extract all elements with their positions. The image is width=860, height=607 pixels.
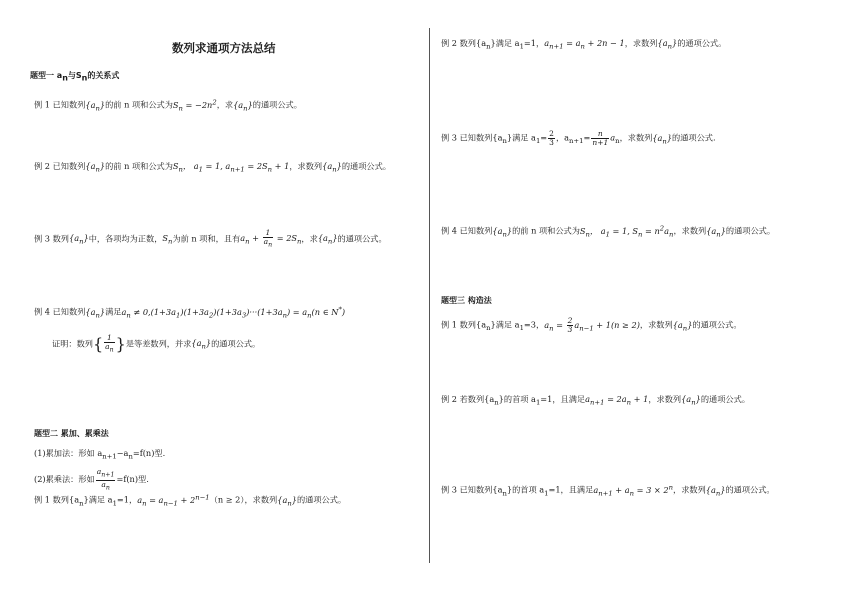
example-text: 的通项公式。: [252, 99, 302, 110]
example-label: 例 2: [34, 161, 50, 171]
sequence-symbol: $\{a_n\}$: [705, 484, 726, 498]
example-label: 例 3: [34, 233, 50, 244]
example-text: 的前 n 项和公式为: [105, 99, 173, 110]
formula: $S_n$， $a_1 = 1$, $S_n = n^2a_n$: [579, 224, 674, 239]
formula: $a_n$ = $\frac{2}{3}$ $a_{n-1} + 1(n \ge 2)$: [544, 316, 640, 334]
formula: $a_{n+1} + a_n = 3 \times 2^n$: [593, 483, 673, 498]
example-text: 的通项公式。: [341, 161, 391, 171]
example-text: 已知数列: [52, 99, 86, 110]
example-text: 若数列{a: [459, 394, 495, 404]
fraction: $\frac{a_{n+1}}{a_n}$: [96, 467, 115, 491]
right-example-4: 例 4 已知数列$\{a_n\}$的前 n 项和公式为$S_n$， $a_1 = 1$, $S_n = n^2a_n$，求数列$\{a_n\}$的通项公式。: [441, 224, 776, 239]
fraction: $\frac{1}{a_n}$: [105, 333, 114, 354]
formula: $S_n = -2n^2$: [172, 98, 217, 113]
example-4-proof: [52, 334, 260, 355]
formula: $S_n$: [172, 161, 183, 174]
heading-sub: n: [81, 73, 88, 83]
fraction: $\frac{2}{3}$: [549, 129, 554, 147]
example-text: ，求: [216, 99, 234, 110]
heading-text: 题型一 a: [30, 71, 63, 80]
example-3: [34, 229, 387, 250]
sequence-symbol: $\{a_n\}$: [706, 225, 726, 239]
right-example-2-construct: 例 2 若数列$\{a_n\}$的首项 $a_1=1$，且满足$a_{n+1} = 2a_n + 1$，求数列$\{a_n\}$的通项公式。: [441, 394, 750, 407]
example-text: 的通项公式。: [211, 338, 261, 349]
formula: $a_{n+1} = a_n + 2n - 1$: [544, 38, 625, 51]
sequence-symbol: $\{a_n\}$: [492, 225, 513, 239]
example-text: ，求: [301, 233, 318, 244]
example-text: 已知数列: [459, 225, 493, 236]
example-label: 例 1: [34, 494, 50, 505]
heading-text: 的关系式: [87, 71, 120, 80]
formula: ， $a_1 = 1$, $a_{n+1} = 2S_n + 1$: [182, 161, 290, 174]
example-text: 数列{a: [459, 319, 487, 330]
example-label: 例 3: [441, 132, 457, 143]
example-text: 已知数列: [52, 161, 86, 171]
example-text: 数列{a: [52, 494, 80, 505]
method-2: (2)累乘法：形如 $\frac{a_{n+1}}{a_n}$ =f(n)型.: [34, 467, 149, 491]
sequence-symbol: $\{a_n\}$: [322, 161, 342, 174]
section-heading-3: 题型三 构造法: [441, 296, 492, 305]
sequence-symbol: $\{a_n\}$: [191, 338, 212, 351]
example-text: 已知数列{a: [459, 132, 503, 143]
right-example-1-construct: 例 1 数列$\{a_n\}$满足 $a_1=3$，$a_n$ = $\frac{2}{3}$ $a_{n-1} + 1(n \ge 2)$，求数列$\{a_n\}$的通项公式。: [441, 316, 742, 334]
example-label: 例 1: [34, 99, 50, 110]
example-text: ，求数列: [289, 161, 323, 171]
brace-left: {: [92, 334, 104, 354]
example-label: 例 2: [441, 394, 457, 404]
example-label: 例 2: [441, 38, 457, 48]
sequence-symbol: $\{a_n\}$: [277, 494, 297, 508]
section-heading-1: [30, 70, 119, 83]
page-title: 数列求通项方法总结: [172, 41, 276, 55]
example-text: 数列{a: [459, 38, 487, 48]
example-4: [34, 303, 345, 321]
example-text: 已知数列{a: [459, 484, 503, 495]
formula: $a_{n+1} = 2a_n + 1$: [585, 394, 649, 407]
example-text: 满足: [105, 306, 122, 317]
example-label: 例 4: [34, 306, 50, 317]
sequence-symbol: $\{a_n\}$: [317, 233, 338, 246]
sequence-symbol: $\{a_n\}$: [85, 306, 106, 320]
example-5: 例 1 数列$\{a_n\}$满足 $a_1=1$，$a_n = a_{n-1} + 2^{n-1}(n \ge 2)$，求数列$\{a_n\}$的通项公式。: [34, 493, 347, 508]
right-example-3: 例 3 已知数列$\{a_n\}$满足 $a_1=$ $\frac{2}{3}$ ，$a_{n+1}=$ $\frac{n}{n+1}$ $a_n$，求数列$\{a_n\}$的通项公式.: [441, 129, 716, 147]
formula: $a_n = a_{n-1} + 2^{n-1}$: [137, 493, 210, 508]
example-2: [34, 160, 391, 176]
right-example-3-construct: 例 3 已知数列$\{a_n\}$的首项 $a_1=1$，且满足$a_{n+1} + a_n = 3 \times 2^n$，求数列$\{a_n\}$的通项公式。: [441, 483, 775, 498]
fraction: $\frac{1}{a_n}$: [263, 228, 273, 249]
example-text: 的前 n 项和公式为: [105, 161, 173, 171]
right-example-2: 例 2 数列$\{a_n\}$满足 $a_1=1$，$a_{n+1} = a_n + 2n - 1$，求数列$\{a_n\}$的通项公式。: [441, 38, 727, 51]
example-text: 证明：数列: [52, 338, 93, 349]
heading-text: 与S: [67, 71, 82, 80]
example-label: 例 4: [441, 225, 457, 236]
method-text: (2)累乘法：形如: [34, 474, 95, 484]
example-1: [34, 96, 302, 114]
sequence-symbol: $\{a_n\}$: [681, 394, 701, 407]
sequence-symbol: $\{a_n\}$: [233, 99, 253, 113]
brace-right: }: [115, 334, 126, 354]
section-heading-2: 题型二 累加、累乘法: [34, 429, 109, 438]
sequence-symbol: $\{a_n\}$: [69, 233, 89, 246]
example-label: 例 1: [441, 319, 457, 330]
sequence-symbol: $\{a_n\}$: [85, 99, 106, 113]
sequence-symbol: $\{a_n\}$: [85, 161, 106, 174]
example-text: 是等差数列，并求: [125, 338, 192, 349]
fraction: $\frac{n}{n+1}$: [592, 129, 609, 147]
column-divider: [429, 28, 430, 563]
method-text: (1)累加法：形如 a: [34, 448, 103, 458]
example-text: 的通项公式。: [337, 233, 387, 244]
example-label: 例 3: [441, 484, 457, 495]
sequence-symbol: $\{a_n\}$: [652, 132, 673, 146]
example-text: 数列: [52, 233, 69, 244]
formula: $S_n$: [162, 233, 173, 246]
method-1: (1)累加法：形如 $a_{n+1}-a_n=f(n)$型.: [34, 448, 166, 461]
example-text: 已知数列: [52, 306, 86, 317]
formula: $a_n$ + $\frac{1}{a_n}$ = $2S_n$: [240, 228, 302, 249]
formula: $a_n \ne 0,(1+3a_1)(1+3a_2)(1+3a_3)\cdot\cdot\cdot(1+3a_n) = a_n(n$ ∈ N*): [121, 305, 346, 320]
heading-sub: n: [62, 73, 68, 83]
example-text: 为前 n 项和，且有: [172, 233, 241, 244]
fraction: $\frac{2}{3}$: [567, 316, 573, 334]
sequence-symbol: $\{a_n\}$: [672, 319, 693, 333]
sequence-symbol: $\{a_n\}$: [657, 38, 678, 51]
example-text: 中，各项均为正数，: [88, 233, 163, 244]
